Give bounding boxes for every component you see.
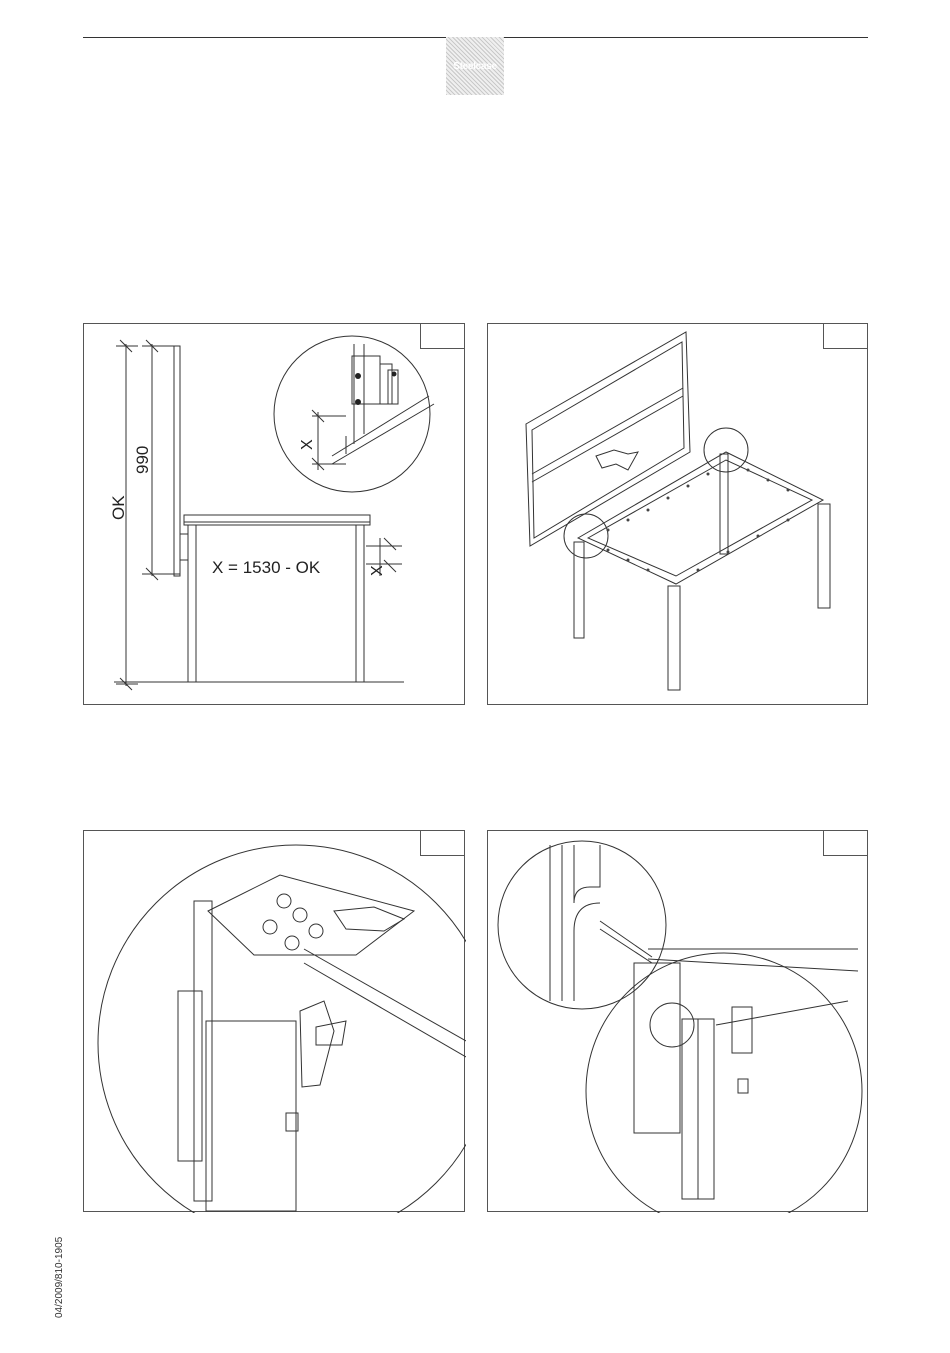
- panel-isometric-view: [487, 323, 868, 705]
- dimension-drawing: [84, 324, 466, 706]
- label-ok: OK: [109, 495, 128, 520]
- step-tab: [420, 830, 465, 856]
- step-tab: [823, 830, 868, 856]
- label-x-detail: X: [299, 439, 316, 450]
- isometric-drawing: [488, 324, 869, 706]
- steelcase-logo: [446, 37, 504, 95]
- panel-bracket-detail: [83, 830, 465, 1212]
- document-number: 04/2009/810-1905: [54, 1236, 65, 1318]
- bracket-detail-drawing: [84, 831, 466, 1213]
- panel-post-detail: [487, 830, 868, 1212]
- label-x-right: X: [369, 565, 386, 576]
- step-tab: [420, 323, 465, 349]
- label-990: 990: [133, 445, 152, 474]
- panel-dimension-drawing: [83, 323, 465, 705]
- formula-text: X = 1530 - OK: [212, 558, 321, 577]
- logo-text: Steelcase: [453, 60, 497, 72]
- step-tab: [823, 323, 868, 349]
- post-detail-drawing: [488, 831, 869, 1213]
